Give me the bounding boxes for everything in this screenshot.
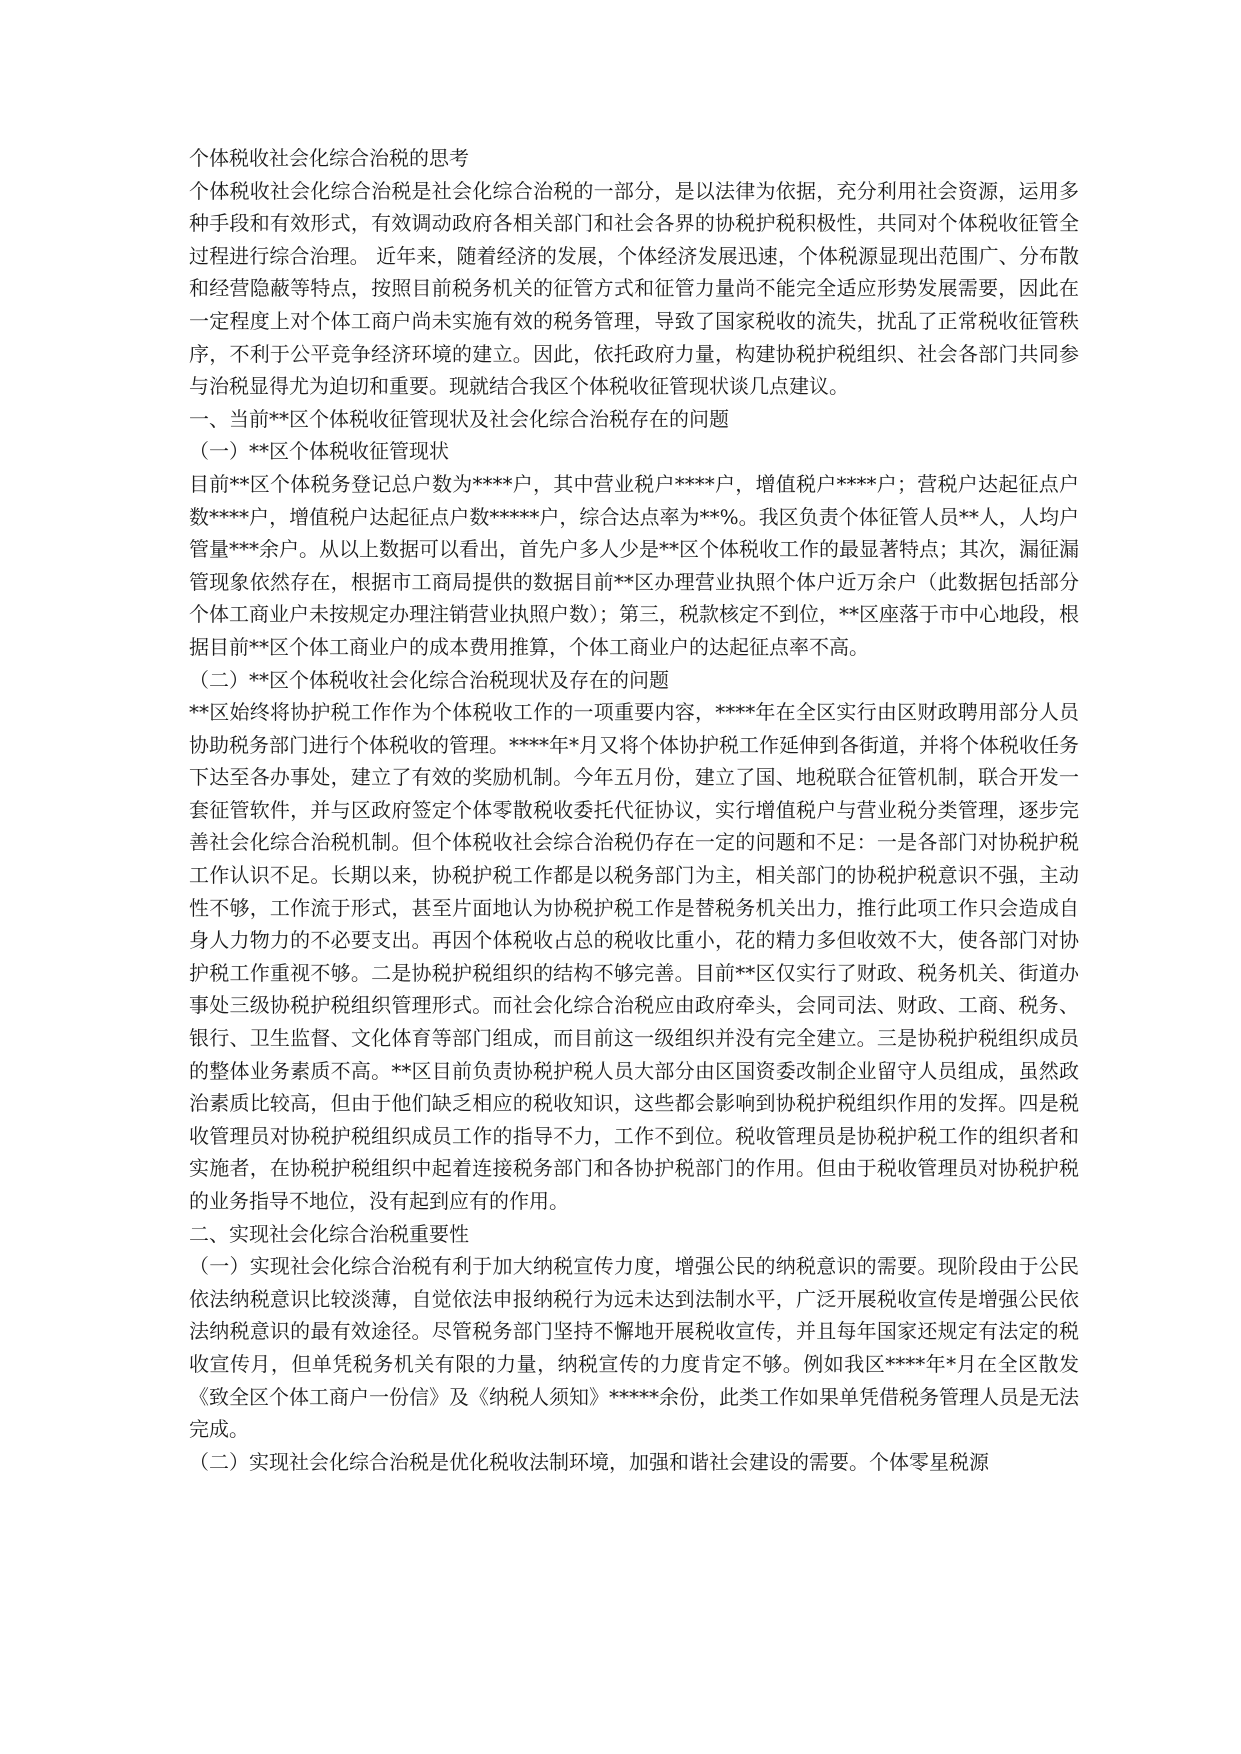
subsection-1-1-paragraph: 目前**区个体税务登记总户数为****户，其中营业税户****户，增值税户****户；营税户达起征点户数****户，增值税户达起征点户数*****户，综合达点率为**%。我区负责个体征管人员**人，人均户管量***余户。从以上数据可以看出，首先户多人少是**区个体税收工作的最显著特点；其次，漏征漏管现象依然存在，根据市工商局提供的数据目前**区办理营业执照个体户近万余户（此数据包括部分个体工商业户未按规定办理注销营业执照户数）；第三，税款核定不到位，**区座落于市中心地段，根据目前**区个体工商业户的成本费用推算，个体工商业户的达起征点率不高。 bbox=[189, 471, 1079, 659]
document-title: 个体税收社会化综合治税的思考 bbox=[189, 146, 469, 170]
subsection-1-2-heading: （二）**区个体税收社会化综合治税现状及存在的问题 bbox=[189, 667, 669, 692]
subsection-2-2-paragraph: （二）实现社会化综合治税是优化税收法制环境，加强和谐社会建设的需要。个体零星税源 bbox=[189, 1449, 989, 1474]
document-page bbox=[189, 142, 1079, 1478]
section-2-heading: 二、实现社会化综合治税重要性 bbox=[189, 1221, 469, 1246]
subsection-1-1-heading: （一）**区个体税收征管现状 bbox=[189, 439, 449, 464]
subsection-2-1-paragraph: （一）实现社会化综合治税有利于加大纳税宣传力度，增强公民的纳税意识的需要。现阶段由于公民依法纳税意识比较淡薄，自觉依法申报纳税行为远未达到法制水平，广泛开展税收宣传是增强公民依法纳税意识的最有效途径。尽管税务部门坚持不懈地开展税收宣传，并且每年国家还规定有法定的税收宣传月，但单凭税务机关有限的力量，纳税宣传的力度肯定不够。例如我区****年*月在全区散发《致全区个体工商户一份信》及《纳税人须知》*****余份，此类工作如果单凭借税务管理人员是无法完成。 bbox=[189, 1254, 1079, 1442]
subsection-1-2-paragraph: **区始终将协护税工作作为个体税收工作的一项重要内容，****年在全区实行由区财政聘用部分人员协助税务部门进行个体税收的管理。****年*月又将个体协护税工作延伸到各街道，并将个体税收任务下达至各办事处，建立了有效的奖励机制。今年五月份，建立了国、地税联合征管机制，联合开发一套征管软件，并与区政府签定个体零散税收委托代征协议，实行增值税户与营业税分类管理，逐步完善社会化综合治税机制。但个体税收社会综合治税仍存在一定的问题和不足：一是各部门对协税护税工作认识不足。长期以来，协税护税工作都是以税务部门为主，相关部门的协税护税意识不强，主动性不够，工作流于形式，甚至片面地认为协税护税工作是替税务机关出力，推行此项工作只会造成自身人力物力的不必要支出。再因个体税收占总的税收比重小，花的精力多但收效不大，使各部门对协护税工作重视不够。二是协税护税组织的结构不够完善。目前**区仅实行了财政、税务机关、街道办事处三级协税护税组织管理形式。而社会化综合治税应由政府牵头，会同司法、财政、工商、税务、银行、卫生监督、文化体育等部门组成，而目前这一级组织并没有完全建立。三是协税护税组织成员的整体业务素质不高。**区目前负责协税护税人员大部分由区国资委改制企业留守人员组成，虽然政治素质比较高，但由于他们缺乏相应的税收知识，这些都会影响到协税护税组织作用的发挥。四是税收管理员对协税护税组织成员工作的指导不力，工作不到位。税收管理员是协税护税工作的组织者和实施者，在协税护税组织中起着连接税务部门和各协护税部门的作用。但由于税收管理员对协税护税的业务指导不地位，没有起到应有的作用。 bbox=[189, 700, 1079, 1213]
intro-paragraph: 个体税收社会化综合治税是社会化综合治税的一部分，是以法律为依据，充分利用社会资源，运用多种手段和有效形式，有效调动政府各相关部门和社会各界的协税护税积极性，共同对个体税收征管全过程进行综合治理。 近年来，随着经济的发展，个体经济发展迅速，个体税源显现出范围广、分布散和经营隐蔽等特点，按照目前税务机关的征管方式和征管力量尚不能完全适应形势发展需要，因此在一定程度上对个体工商户尚未实施有效的税务管理，导致了国家税收的流失，扰乱了正常税收征管秩序，不利于公平竞争经济环境的建立。因此，依托政府力量，构建协税护税组织、社会各部门共同参与治税显得尤为迫切和重要。现就结合我区个体税收征管现状谈几点建议。 bbox=[189, 178, 1079, 399]
section-1-heading: 一、当前**区个体税收征管现状及社会化综合治税存在的问题 bbox=[189, 406, 729, 431]
